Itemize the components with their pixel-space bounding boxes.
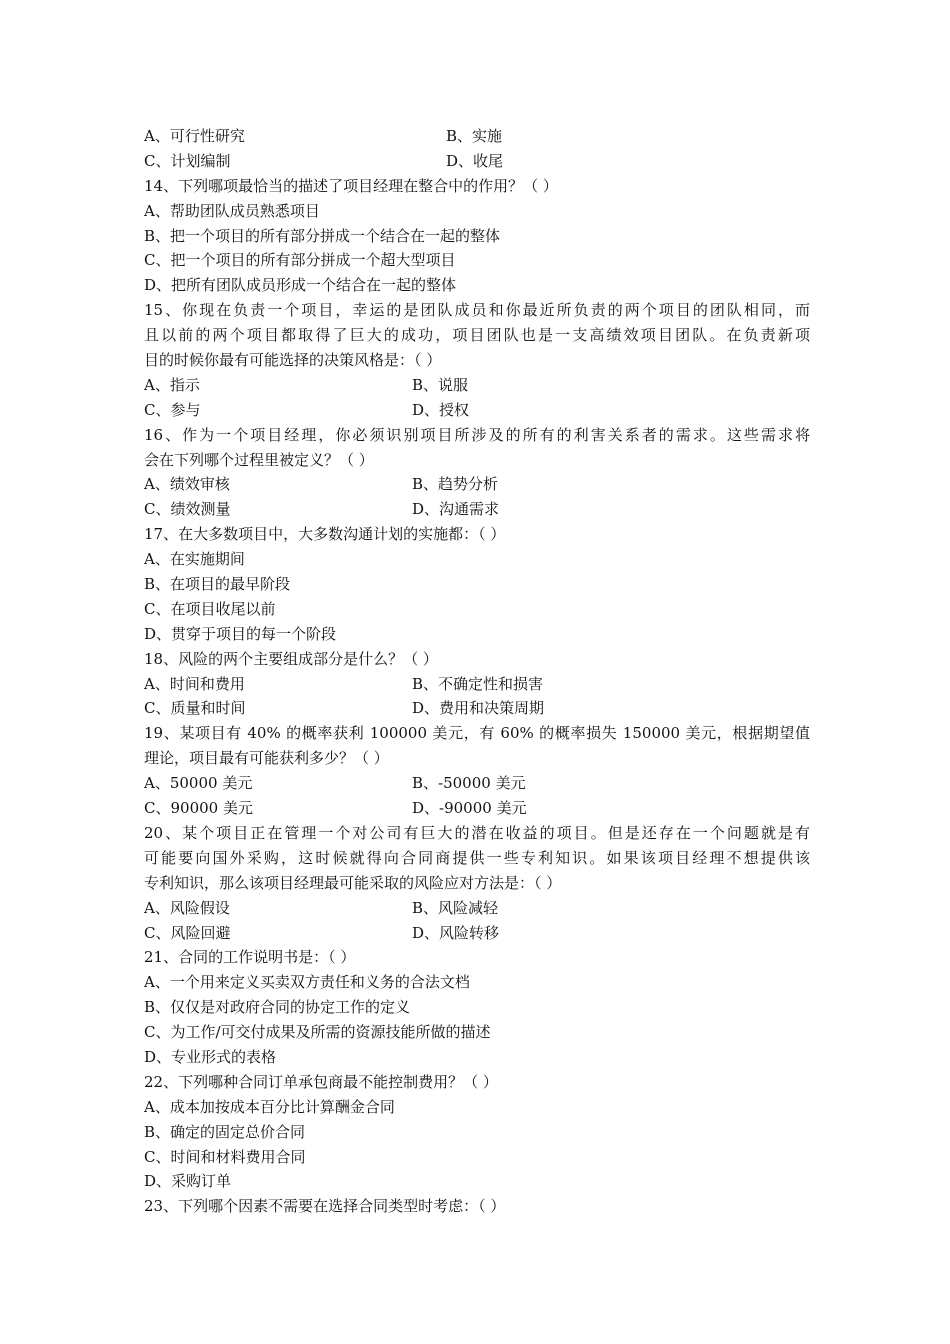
option-right: B、不确定性和损害 (412, 674, 544, 693)
question-text: 23、下列哪个因素不需要在选择合同类型时考虑：（ ） (144, 1197, 506, 1216)
question-text: 22、下列哪种合同订单承包商最不能控制费用？（ ） (144, 1072, 498, 1091)
option-right: B、趋势分析 (412, 475, 499, 494)
text-line: C、时间和材料费用合同 (144, 1147, 306, 1166)
option-row (144, 796, 810, 821)
text-line: A、成本加按成本百分比计算酬金合同 (144, 1097, 395, 1116)
option-left: C、质量和时间 (144, 699, 246, 718)
option-left: A、50000 美元 (144, 774, 253, 793)
option-right: D、风险转移 (412, 923, 500, 942)
question-text: 14、下列哪项最恰当的描述了项目经理在整合中的作用？（ ） (144, 176, 558, 195)
text-line: C、在项目收尾以前 (144, 599, 276, 618)
option-right: D、费用和决策周期 (412, 699, 545, 718)
option-right: D、沟通需求 (412, 500, 500, 519)
text-line: C、为工作/可交付成果及所需的资源技能所做的描述 (144, 1023, 491, 1042)
option-row (144, 472, 810, 497)
option-row (144, 921, 810, 946)
question-text: 19、某项目有 40% 的概率获利 100000 美元，有 60% 的概率损失 150000 美元，根据期望值 (144, 724, 810, 743)
question-text: 15、你现在负责一个项目，幸运的是团队成员和你最近所负责的两个项目的团队相同，而 (144, 301, 810, 320)
option-row (144, 896, 810, 921)
option-left: C、90000 美元 (144, 799, 253, 818)
option-left: A、绩效审核 (144, 475, 230, 494)
option-row (144, 672, 810, 697)
text-line: B、仅仅是对政府合同的协定工作的定义 (144, 998, 411, 1017)
option-right: B、-50000 美元 (412, 774, 526, 793)
exam-page-content (144, 124, 810, 1219)
question-text: 21、合同的工作说明书是：（ ） (144, 948, 356, 967)
text-line: D、采购订单 (144, 1172, 232, 1191)
text-line: 目的时候你最有可能选择的决策风格是：（ ） (144, 351, 442, 370)
text-line: D、专业形式的表格 (144, 1047, 277, 1066)
option-right: B、风险减轻 (412, 898, 499, 917)
question-text: 20、某个项目正在管理一个对公司有巨大的潜在收益的项目。但是还存在一个问题就是有 (144, 823, 810, 842)
option-right: D、-90000 美元 (412, 799, 527, 818)
text-line: D、贯穿于项目的每一个阶段 (144, 624, 337, 643)
option-row (144, 373, 810, 398)
option-left: A、指示 (144, 375, 200, 394)
text-line: 会在下列哪个过程里被定义？（ ） (144, 450, 374, 469)
text-line: 且以前的两个项目都取得了巨大的成功，项目团队也是一支高绩效项目团队。在负责新项 (144, 326, 810, 345)
option-row (144, 696, 810, 721)
text-line: 可能要向国外采购，这时候就得向合同商提供一些专利知识。如果该项目经理不想提供该 (144, 848, 810, 867)
text-line: A、帮助团队成员熟悉项目 (144, 201, 320, 220)
text-line: 专利知识，那么该项目经理最可能采取的风险应对方法是：（ ） (144, 873, 562, 892)
option-left: A、可行性研究 (144, 127, 245, 145)
question-text: 18、风险的两个主要组成部分是什么？（ ） (144, 649, 438, 668)
question-text: 16、作为一个项目经理，你必须识别项目所涉及的所有的利害关系者的需求。这些需求将 (144, 425, 810, 444)
option-left: C、绩效测量 (144, 500, 231, 519)
option-left: A、风险假设 (144, 898, 230, 917)
option-right: B、实施 (446, 127, 503, 145)
option-right: B、说服 (412, 375, 469, 394)
text-line: A、一个用来定义买卖双方责任和义务的合法文档 (144, 973, 470, 992)
option-row (144, 497, 810, 522)
text-line: 理论，项目最有可能获利多少？（ ） (144, 749, 389, 768)
text-line: C、把一个项目的所有部分拼成一个超大型项目 (144, 251, 456, 270)
option-row (144, 398, 810, 423)
option-row (144, 771, 810, 796)
text-line: A、在实施期间 (144, 550, 245, 569)
text-line: D、把所有团队成员形成一个结合在一起的整体 (144, 276, 457, 295)
question-text: 17、在大多数项目中，大多数沟通计划的实施都：（ ） (144, 525, 506, 544)
option-left: C、计划编制 (144, 151, 231, 170)
option-right: D、收尾 (446, 151, 504, 170)
option-left: C、风险回避 (144, 923, 231, 942)
option-row (144, 124, 810, 149)
option-right: D、授权 (412, 400, 470, 419)
option-left: C、参与 (144, 400, 201, 419)
option-row (144, 149, 810, 174)
text-line: B、把一个项目的所有部分拼成一个结合在一起的整体 (144, 226, 501, 245)
text-line: B、确定的固定总价合同 (144, 1122, 306, 1141)
option-left: A、时间和费用 (144, 674, 245, 693)
text-line: B、在项目的最早阶段 (144, 575, 291, 594)
